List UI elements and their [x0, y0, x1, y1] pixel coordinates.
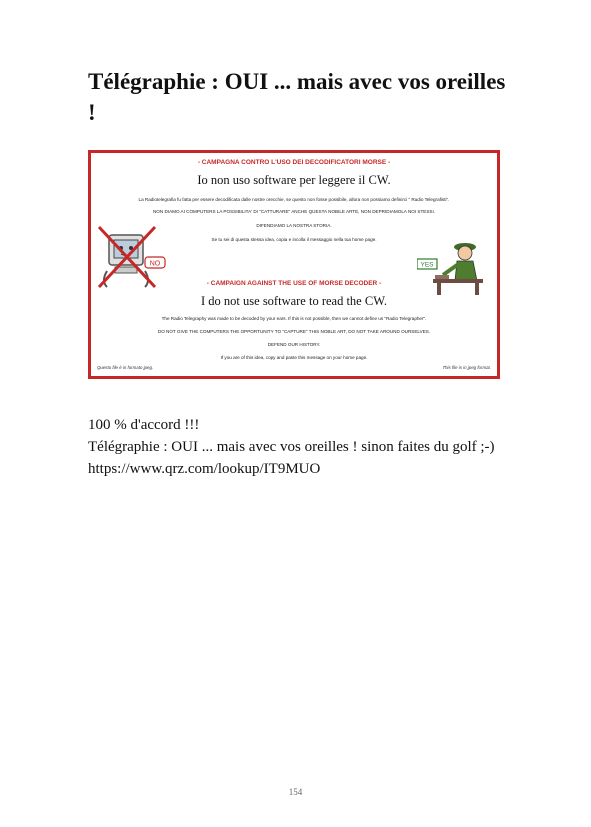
english-line-3: DEFEND OUR HISTORY. [267, 342, 321, 347]
no-label: NO [149, 260, 161, 268]
yes-label: YES [420, 261, 434, 269]
corner-note-left: Questo file è in formato jpeg. [97, 365, 154, 370]
italian-title: Io non uso software per leggere il CW. [197, 173, 391, 187]
body-line-1: 100 % d'accord !!! [88, 417, 200, 433]
italian-line-4: Se tu sei di questa stessa idea, copia e incolla il messaggio nella tua home page. [211, 237, 377, 242]
italian-line-3: DIFENDIAMO LA NOSTRA STORIA. [256, 223, 332, 228]
english-line-1: The Radio Telegraphy was made to be decoded by your ears. If this is not possible, then we cannot define us "Radio Telegrapher". [161, 316, 427, 321]
english-line-4: If you are of this idea, copy and paste this message on your home page. [220, 355, 368, 360]
italian-line-1: La Radiotelegrafia fu fatta per essere decodificata dalle nostre orecchie, se questo non fosse possibile, allora non possiamo definirci " Radio Telegrafisti". [138, 197, 450, 202]
page-number: 154 [288, 787, 303, 797]
english-title: I do not use software to read the CW. [201, 294, 387, 308]
body-line-2: Télégraphie : OUI ... mais avec vos oreilles ! sinon faites du golf ;-) [88, 439, 495, 455]
qrz-link[interactable]: https://www.qrz.com/lookup/IT9MUO [88, 461, 321, 477]
body-text [88, 414, 508, 480]
corner-note-right: This file is in jpeg format. [442, 365, 491, 370]
english-line-2: DO NOT GIVE THE COMPUTERS THE OPPORTUNITY TO "CAPTURE" THIS NOBLE ART, DO NOT TAKE AROUND OURSELVES. [157, 329, 431, 334]
campaign-image [88, 150, 500, 379]
italian-heading: - CAMPAGNA CONTRO L'USO DEI DECODIFICATORI MORSE - [197, 159, 391, 166]
italian-line-2: NON DIAMO AI COMPUTERS LA POSSIBILITA' DI "CATTURARE" ANCHE QUESTA NOBILE ARTE, NON DEPRIDIAMOLA NOI STESSI. [152, 209, 436, 214]
english-heading: - CAMPAIGN AGAINST THE USE OF MORSE DECODER - [206, 280, 382, 287]
telegraph-operator-icon [417, 235, 487, 297]
page-title: Télégraphie : OUI ... mais avec vos oreilles ! [88, 69, 506, 125]
